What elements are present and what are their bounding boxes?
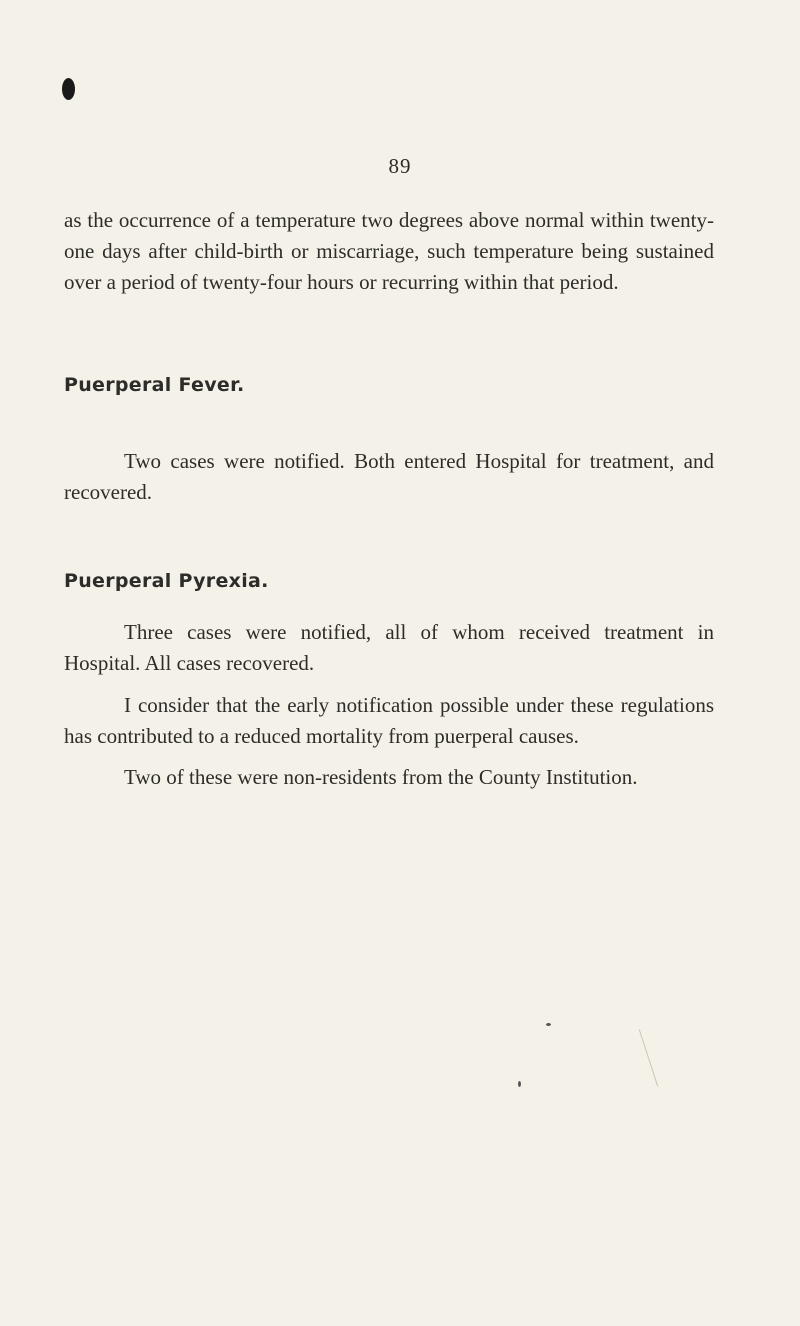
page-number: 89 [388, 154, 412, 178]
opening-paragraph: as the occurrence of a temperature two degrees above normal within twenty-one days after child-birth or miscarriage, such temperature being sustained over a period of twenty-four hours or recurring within that period. [64, 208, 714, 294]
paragraph: Three cases were notified, all of whom received treatment in Hospital. All cases recovered. [64, 620, 714, 675]
section-heading-puerperal-pyrexia: Puerperal Pyrexia. [64, 570, 269, 592]
puerperal-pyrexia-block-3 [64, 762, 714, 793]
ink-speck [546, 1023, 551, 1026]
paragraph: I consider that the early notification possible under these regulations has contributed to a reduced mortality from puerperal causes. [64, 693, 714, 748]
ink-speck [518, 1081, 521, 1087]
faint-mark [639, 1029, 658, 1086]
puerperal-fever-block [64, 446, 714, 508]
paragraph: Two of these were non-residents from the County Institution. [124, 765, 638, 789]
punch-hole-mark [62, 78, 75, 100]
puerperal-pyrexia-block-1 [64, 617, 714, 679]
section-heading-puerperal-fever: Puerperal Fever. [64, 374, 245, 396]
puerperal-pyrexia-block-2 [64, 690, 714, 752]
paragraph: Two cases were notified. Both entered Hospital for treatment, and recovered. [64, 449, 714, 504]
opening-paragraph-block [64, 205, 714, 298]
